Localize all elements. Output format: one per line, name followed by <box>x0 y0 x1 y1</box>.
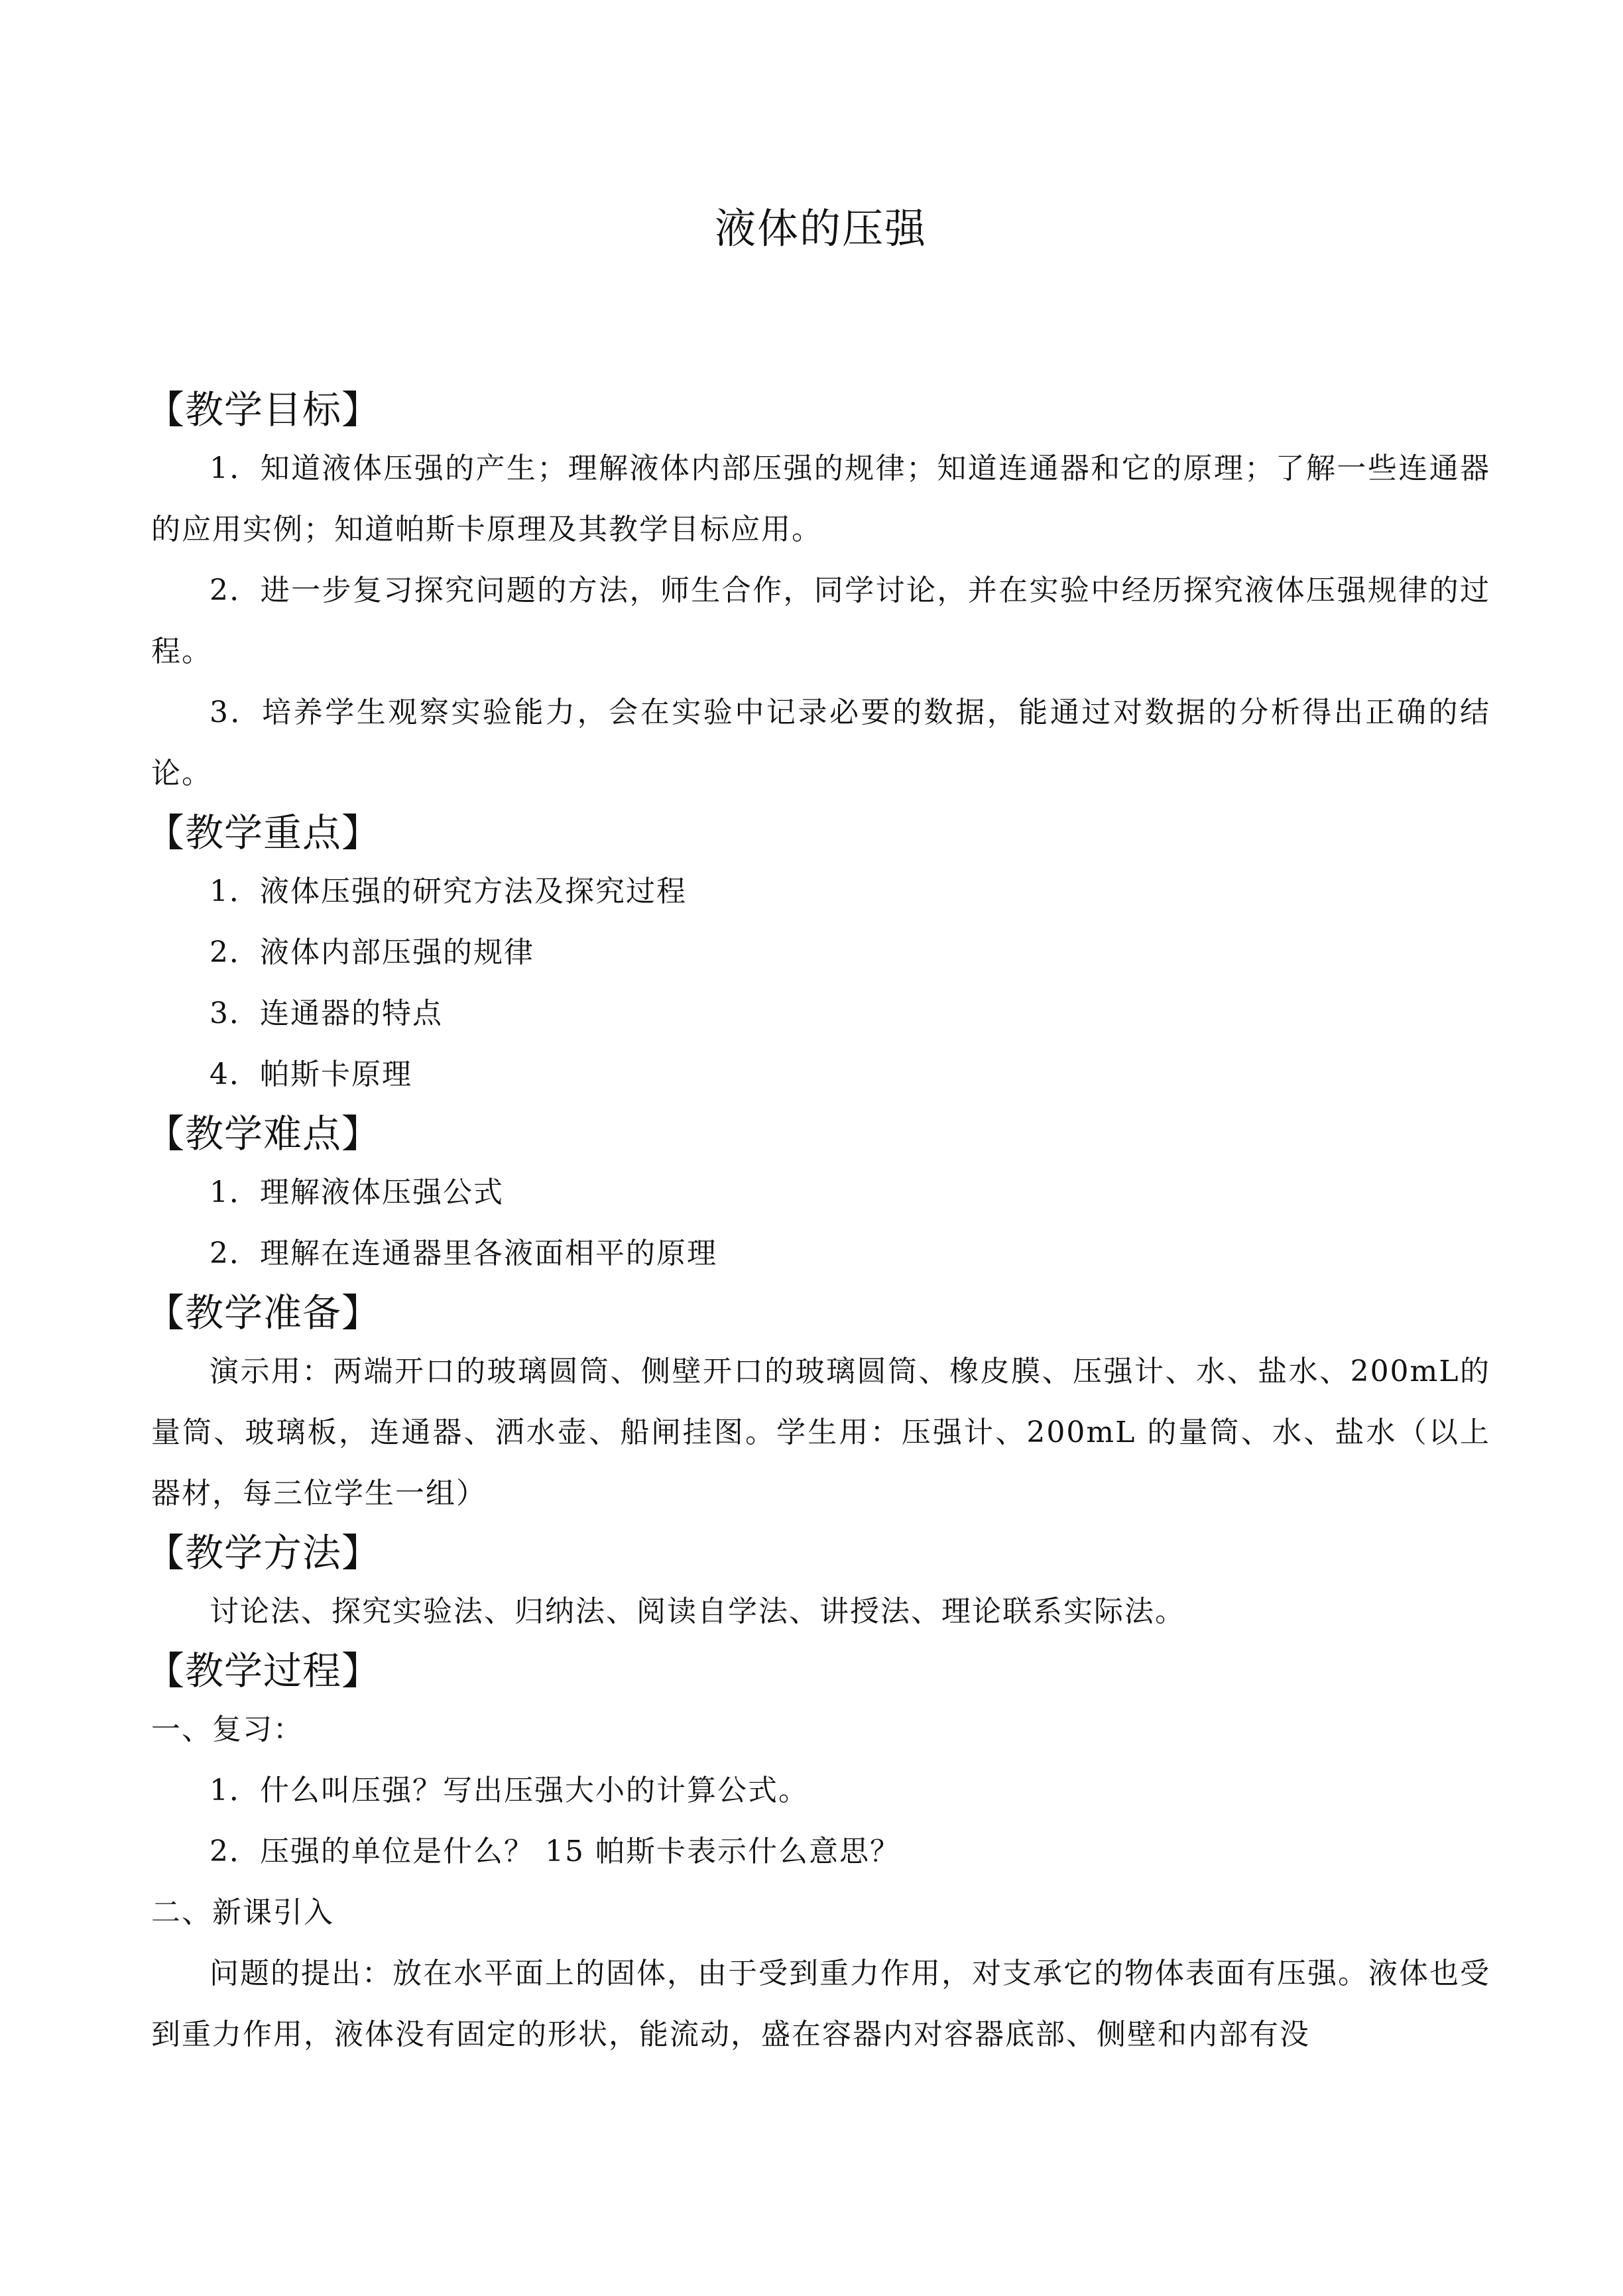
difficulty-item: 1．理解液体压强公式 <box>210 1176 504 1209</box>
heading-goals: 【教学目标】 <box>146 387 381 432</box>
document-page <box>146 0 1490 2296</box>
review-item: 1．什么叫压强？写出压强大小的计算公式。 <box>210 1774 809 1807</box>
review-item: 2．压强的单位是什么？ 15 帕斯卡表示什么意思？ <box>210 1835 900 1868</box>
document-body <box>146 381 1490 2065</box>
difficulty-item: 2．理解在连通器里各液面相平的原理 <box>210 1237 717 1270</box>
key-point-item: 2．液体内部压强的规律 <box>210 936 534 969</box>
key-point-item: 4．帕斯卡原理 <box>210 1057 412 1091</box>
goal-item: 2．进一步复习探究问题的方法，师生合作，同学讨论，并在实验中经历探究液体压强规律的过程。 <box>151 574 1490 668</box>
intro-text: 问题的提出：放在水平面上的固体，由于受到重力作用，对支承它的物体表面有压强。液体也受到重力作用，液体没有固定的形状，能流动，盛在容器内对容器底部、侧壁和内部有没 <box>151 1957 1490 2051</box>
key-point-item: 3．连通器的特点 <box>210 997 443 1030</box>
methods-text: 讨论法、探究实验法、归纳法、阅读自学法、讲授法、理论联系实际法。 <box>210 1595 1185 1628</box>
heading-difficulties: 【教学难点】 <box>146 1111 381 1156</box>
goal-item: 1．知道液体压强的产生；理解液体内部压强的规律；知道连通器和它的原理；了解一些连通器的应用实例；知道帕斯卡原理及其教学目标应用。 <box>151 452 1490 546</box>
heading-preparation: 【教学准备】 <box>146 1290 381 1335</box>
heading-key-points: 【教学重点】 <box>146 810 381 855</box>
heading-process: 【教学过程】 <box>146 1648 381 1693</box>
goal-item: 3．培养学生观察实验能力，会在实验中记录必要的数据，能通过对数据的分析得出正确的结论。 <box>151 695 1490 790</box>
intro-section-title: 二、新课引入 <box>151 1896 334 1929</box>
review-section-title: 一、复习： <box>151 1713 304 1746</box>
heading-methods: 【教学方法】 <box>146 1530 381 1575</box>
preparation-text: 演示用：两端开口的玻璃圆筒、侧壁开口的玻璃圆筒、橡皮膜、压强计、水、盐水、200mL的量筒、玻璃板，连通器、洒水壶、船闸挂图。学生用：压强计、200mL 的量筒、水、盐水（以上器材，每三位学生一组） <box>151 1355 1490 1510</box>
page-title: 液体的压强 <box>714 204 927 253</box>
key-point-item: 1．液体压强的研究方法及探究过程 <box>210 875 687 908</box>
